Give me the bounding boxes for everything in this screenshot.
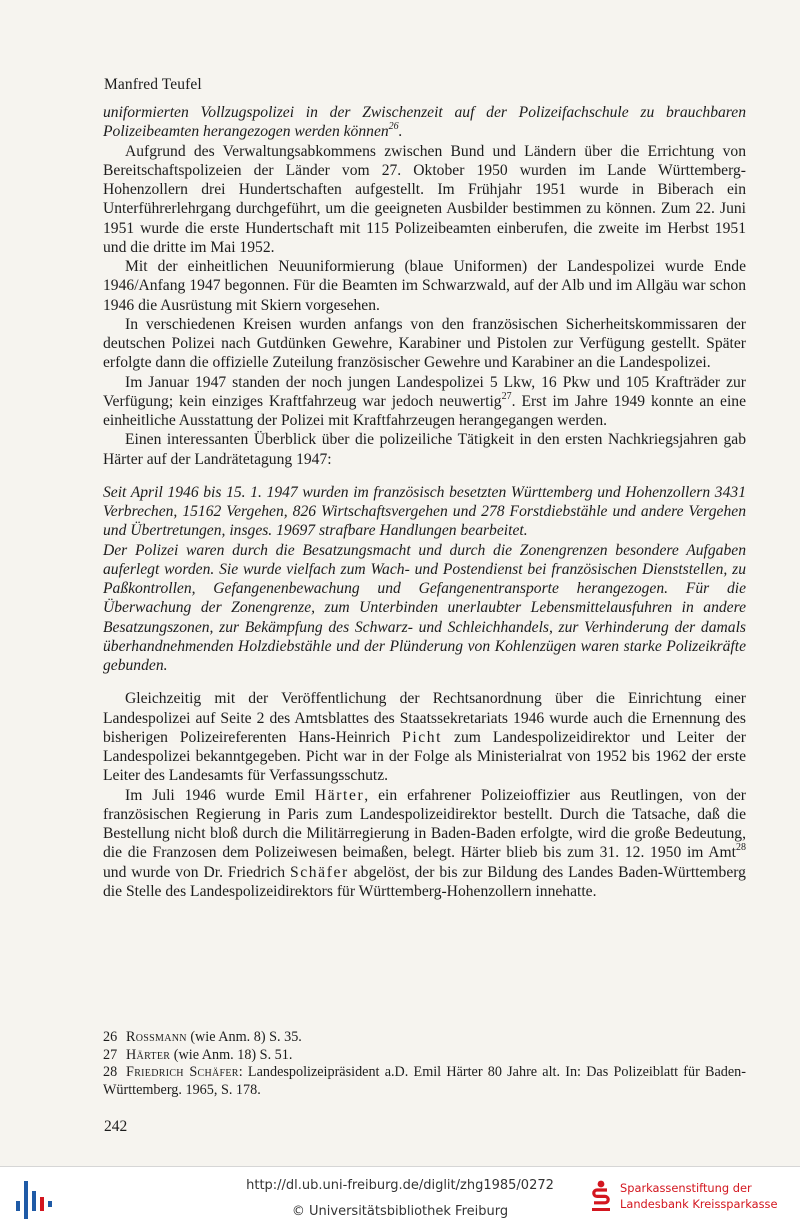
footnote-text: : Landespolizeipräsident a.D. Emil Härter 80 Jahre alt. In: Das Polizeiblatt für Baden-Württemberg. 1965, S. 178. (103, 1064, 746, 1098)
paragraph-5-end: . Erst im Jahre 1949 konnte an eine einheitliche Ausstattung der Polizei mit Kraftfahrzeugen herangegangen werden. (103, 392, 747, 429)
sponsor-logo[interactable] (590, 1179, 795, 1219)
paragraph-4: In verschiedenen Kreisen wurden anfangs von den französischen Sicherheitskommissaren der deutschen Polizei nach Gutdünken Gewehre, Karabiner und Pistolen zur Verfügung gestellt. Später erfolgte dann die offizielle Zuteilung französischer Gewehre und Karabiner an die Landespolizei. (103, 315, 746, 372)
name-schaefer: Schäfer (289, 863, 349, 881)
footnote-28 (103, 1064, 746, 1099)
paragraph-8 (103, 786, 746, 902)
name-picht: Picht (402, 728, 443, 746)
footnote-text: (wie Anm. 8) S. 35. (186, 1029, 302, 1045)
paragraph-6: Einen interessanten Überblick über die polizeiliche Tätigkeit in den ersten Nachkriegsjahren gab Härter auf der Landrätetagung 1947: (103, 431, 746, 468)
footnote-author: Rossmann (126, 1029, 187, 1045)
paragraph-3: Mit der einheitlichen Neuuniformierung (blaue Uniformen) der Landespolizei wurde Ende 1946/Anfang 1947 begonnen. Für die Beamten im Schwarzwald, auf der Alb und im Allgäu war schon 1946 die Ausrüstung mit Skiern vorgesehen. (103, 258, 746, 314)
copyright-text: © Universitätsbibliothek Freiburg (291, 1204, 509, 1219)
paragraph-5 (103, 373, 746, 431)
document-url-link[interactable]: http://dl.ub.uni-freiburg.de/diglit/zhg1985/0272 (246, 1178, 554, 1193)
footnotes (103, 1029, 746, 1099)
paragraph-8-text-d: abgelöst, der bis zur Bildung des Landes Baden-Württemberg die Stelle des Landespolizeidirektors für Württemberg-Hohenzollern innehatte. (103, 863, 746, 900)
paragraph-5-text: Im Januar 1947 standen der noch jungen Landespolizei 5 Lkw, 16 Pkw und 105 Krafträder zur Verfügung; kein einziges Kraftfahrzeug war jedoch neuwertig (103, 373, 746, 410)
paragraph-1-end: . (398, 123, 403, 141)
paragraph-7 (103, 689, 746, 785)
footnote-number: 27 (103, 1046, 118, 1063)
footnote-author: Härter (126, 1046, 171, 1063)
viewer-footer (0, 1166, 800, 1227)
sponsor-name (620, 1180, 777, 1212)
name-haerter: Härter (314, 786, 365, 804)
paragraph-1 (103, 103, 746, 142)
sponsor-line-1: Sparkassenstiftung der (620, 1181, 752, 1195)
paragraph-2: Aufgrund des Verwaltungsabkommens zwischen Bund und Ländern über die Errichtung von Bereitschaftspolizeien der Länder vom 27. Oktober 1950 wurden im Lande Württemberg-Hohenzollern drei Hundertschaften aufgestellt. Im Frühjahr 1951 wurde in Biberach ein Unterführerlehrgang durchgeführt, um die geeigneten Ausbilder bestimmen zu können. Zum 22. Juni 1951 wurde die erste Hundertschaft mit 115 Polizeibeamten einberufen, die zweite im Herbst 1951 und die dritte im Mai 1952. (103, 142, 746, 256)
footnote-27 (103, 1047, 746, 1065)
footnote-26 (103, 1029, 746, 1047)
quote-1: Seit April 1946 bis 15. 1. 1947 wurden im französisch besetzten Württemberg und Hohenzollern 3431 Verbrechen, 15162 Vergehen, 826 Wirtschaftsvergehen und 278 Forstdiebstähle und andere Vergehen und Übertretungen, insges. 19697 strafbare Handlungen bearbeitet. (103, 483, 746, 540)
page-number: 242 (104, 1118, 128, 1135)
paragraph-1-text: uniformierten Vollzugspolizei in der Zwischenzeit auf der Polizeifachschule zu brauchbaren Polizeibeamten herangezogen werden können (103, 104, 746, 141)
running-head-author: Manfred Teufel (104, 76, 202, 93)
paragraph-7-text-a: Gleichzeitig mit der Veröffentlichung der Rechtsanordnung über die Einrichtung einer Landespolizei auf Seite 2 des Amtsblattes des Staatssekretariats 1946 wurde auch die Ernennung des bisherigen Polizeireferenten Hans-Heinrich (103, 690, 746, 746)
quote-2: Der Polizei waren durch die Besatzungsmacht und durch die Zonengrenzen besondere Aufgaben auferlegt worden. Sie wurde vielfach zum Wach- und Postendienst bei französischen Dienststellen, zu Paßkontrollen, Gefangenenbewachung und Gefangenentransporte herangezogen. Für die Überwachung der Zonengrenze, zum Unterbinden unerlaubter Lebensmittelausfuhren in andere Besatzungszonen, zur Bekämpfung des Schwarz- und Schleichhandels, zur Verhinderung der damals überhandnehmenden Holzdiebstähle und der Plünderung von Kohlenzügen waren starke Polizeikräfte gebunden. (103, 541, 746, 674)
sparkasse-s-icon (590, 1180, 612, 1212)
footnote-number: 28 (103, 1064, 118, 1081)
paragraph-8-text-a: Im Juli 1946 wurde Emil (125, 786, 315, 804)
footnote-ref-27[interactable]: 27 (501, 390, 512, 402)
footnote-ref-26[interactable]: 26 (388, 121, 399, 133)
sponsor-line-2: Landesbank Kreissparkasse (620, 1197, 778, 1211)
footnote-number: 26 (103, 1029, 118, 1045)
main-text (103, 103, 746, 901)
paragraph-8-text-c: und wurde von Dr. Friedrich (103, 863, 290, 881)
footnote-author: Friedrich Schäfer (126, 1064, 239, 1081)
footnote-ref-28[interactable]: 28 (736, 842, 746, 854)
paragraph-8-text-b: , ein erfahrener Polizeioffizier aus Reutlingen, von der französischen Regierung in Paris zum Landespolizeidirektor bestellt. Durch die Tatsache, daß die Bestellung nicht bloß durch die Militärregierung in Baden-Baden erfolgte, wird die große Bedeutung, die die Franzosen dem Polizeiwesen beimaßen, belegt. Härter blieb bis zum 31. 12. 1950 im Amt (103, 786, 746, 862)
paragraph-7-text-b: zum Landespolizeidirektor und Leiter der Landespolizei bekanntgegeben. Picht war in der Folge als Ministerialrat von 1952 bis 1962 der erste Leiter des Landesamts für Verfassungsschutz. (103, 728, 746, 785)
footnote-text: (wie Anm. 18) S. 51. (170, 1046, 293, 1063)
